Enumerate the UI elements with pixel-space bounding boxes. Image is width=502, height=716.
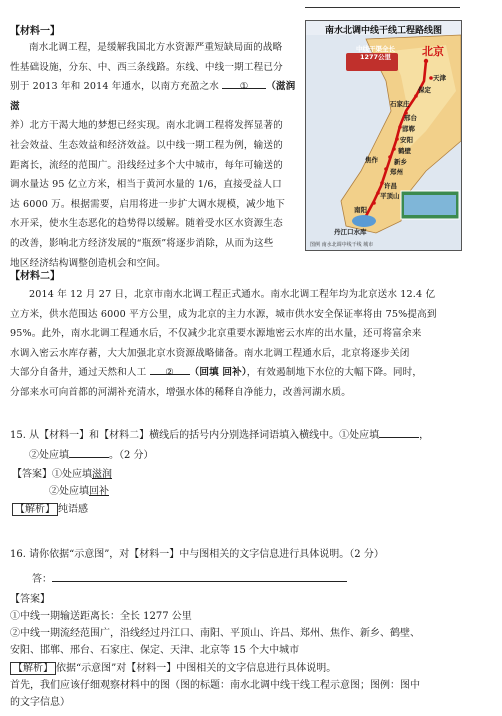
material1-line bbox=[10, 116, 302, 136]
q16-answer-line: ②中线一期流经范围广，沿线经过丹江口、南阳、平顶山、许昌、郑州、焦作、新乡、鹤壁、 bbox=[10, 628, 420, 639]
material1-line: 南水北调工程，是缓解我国北方水资源严重短缺局面的战略 bbox=[29, 42, 283, 53]
city-label: 鹤壁 bbox=[398, 147, 411, 155]
material1-line-text: 别于 2013 年和 2014 年通水，以南方充盈之水 bbox=[10, 81, 223, 93]
q16-answer-label: 【答案】 bbox=[10, 594, 50, 605]
material1-choice: （滋润 滋 bbox=[10, 81, 296, 112]
material1-heading: 【材料一】 bbox=[10, 26, 60, 37]
q15-answer-2 bbox=[49, 484, 109, 500]
q15-prompt-line2 bbox=[29, 446, 154, 464]
material2-line-tail: ，有效遏制地下水位的大幅下降。同时， bbox=[246, 367, 423, 379]
q15-answer-field-2[interactable] bbox=[69, 446, 109, 458]
material2-line: 95%。此外，南水北调工程通水后，不仅减少北京重要水源地密云水库的出水量，还可将富余来 bbox=[10, 328, 422, 340]
material1-line: 性基础设施，分东、中、西三条线路。东线、中线一期工程已分 bbox=[10, 61, 283, 73]
material1-line: 地区经济结构调整创造机会和空间。 bbox=[10, 257, 166, 269]
answer-prefix: 答： bbox=[32, 574, 52, 585]
city-label: 安阳 bbox=[400, 136, 413, 144]
badge-length: 1277公里 bbox=[359, 53, 392, 61]
material2-choice: （回填 回补） bbox=[189, 367, 247, 379]
analysis-label: 【解析】 bbox=[10, 662, 56, 675]
q16-answer-field bbox=[32, 570, 347, 588]
city-label: 郑州 bbox=[390, 168, 403, 176]
q15-answer-text: ①处应填 bbox=[52, 469, 92, 480]
q16-analysis-text: 依据“示意图”对【材料一】中图相关的文字信息进行具体说明。 bbox=[56, 663, 337, 674]
city-label: 保定 bbox=[418, 86, 431, 94]
material1-line: 距离长，流经的范围广。沿线经过多个大中城市，每年可输送的 bbox=[10, 159, 283, 171]
q16-answer-input[interactable] bbox=[52, 570, 347, 582]
material1-body bbox=[10, 38, 302, 273]
material1-line: 社会效益、生态效益和经济效益。以中线一期工程为例，输送的 bbox=[10, 139, 283, 151]
material2-line: 水调入密云水库存蓄，大大加强北京水资源战略储备。南水北调工程通水后，北京将逐步关闭 bbox=[10, 347, 410, 359]
blank-2-mark: ② bbox=[165, 367, 174, 379]
answer-label: 【答案】 bbox=[12, 469, 52, 480]
material2-line-text: 大部分自备井，通过天然和人工 bbox=[10, 367, 150, 379]
city-label: 焦作 bbox=[365, 156, 378, 164]
city-label: 南阳 bbox=[354, 206, 367, 214]
q15-prompt: 15. 从【材料一】和【材料二】横线后的括号内分别选择词语填入横线中。①处应填 ， bbox=[10, 426, 480, 444]
q15-text: 15. 从【材料一】和【材料二】横线后的括号内分别选择词语填入横线中。①处应填 bbox=[10, 430, 380, 441]
q15-answer-word: 回补 bbox=[89, 486, 109, 497]
material1-line-text: 养）北方干渴大地的梦想已经实现。南水北调工程将发挥显著的 bbox=[10, 120, 283, 132]
city-label: 邯郸 bbox=[402, 125, 415, 133]
map-legend: 图例 南水北调中线干线 城市 bbox=[310, 242, 374, 248]
blank-2[interactable] bbox=[150, 363, 190, 379]
city-label: 许昌 bbox=[384, 182, 397, 190]
q15-answer-text: ②处应填 bbox=[49, 486, 89, 497]
material1-line: 调水量达 95 亿立方米，相当于黄河水量的 1/6，直接受益人口 bbox=[10, 179, 282, 191]
top-rule bbox=[305, 7, 460, 8]
q15-answer-word: 滋润 bbox=[92, 469, 112, 480]
q16-analysis-cont: 首先，我们应该仔细观察材料中的图（图的标题：南水北调中线干线工程示意图；图例：图中 bbox=[10, 680, 420, 691]
q16-prompt: 16. 请你依据“示意图”，对【材料一】中与图相关的文字信息进行具体说明。（2 分） bbox=[10, 549, 384, 560]
analysis-label: 【解析】 bbox=[12, 503, 58, 516]
material2-heading: 【材料二】 bbox=[10, 271, 60, 282]
q15-answer bbox=[12, 467, 112, 483]
q15-answer-field-1[interactable] bbox=[379, 426, 419, 438]
city-label: 石家庄 bbox=[390, 100, 410, 108]
length-badge bbox=[356, 45, 395, 61]
q15-analysis bbox=[12, 502, 88, 518]
material1-line-blank bbox=[10, 77, 302, 116]
material2-line: 2014 年 12 月 27 日，北京市南水北调工程正式通水。南水北调工程年均为北京送水 12.4 亿 bbox=[29, 289, 436, 300]
material2-line: 分部来水可向首都的河湖补充清水，增强水体的稀释自净能力，改善河湖水质。 bbox=[10, 386, 352, 398]
q16-analysis bbox=[10, 661, 480, 677]
blank-1-mark: ① bbox=[239, 81, 249, 93]
material2-body bbox=[10, 285, 466, 403]
city-label: 邢台 bbox=[404, 114, 417, 122]
material1-line: 的改善，影响北方经济发展的“瓶颈”将逐步消除，从而为这些 bbox=[10, 237, 274, 249]
q15-text: ②处应填 bbox=[29, 450, 69, 461]
q16-analysis-cont: 的文字信息） bbox=[10, 697, 70, 708]
material1-line: 达 6000 万。根据需要，启用将进一步扩大调水规模，减少地下 bbox=[10, 198, 286, 210]
q15-analysis-text: 纯语感 bbox=[58, 504, 88, 515]
city-label: 新乡 bbox=[394, 158, 407, 166]
map-title: 南水北调中线干线工程路线图 bbox=[324, 26, 442, 36]
blank-1[interactable] bbox=[222, 77, 266, 93]
q16-answer-line: 安阳、邯郸、邢台、石家庄、保定、天津、北京等 15 个大中城市 bbox=[10, 645, 300, 656]
material2-line: 立方米，供水范围达 6000 平方公里，成为北京的主力水源，城市供水安全保证率将由 75%提高到 bbox=[10, 308, 437, 320]
q16-answer-line: ①中线一期输送距离长：全长 1277 公里 bbox=[10, 611, 192, 622]
city-beijing: 北京 bbox=[422, 45, 444, 58]
city-label: 天津 bbox=[433, 74, 446, 82]
badge-line: 中线干渠全长 bbox=[356, 45, 395, 53]
route-map bbox=[305, 20, 462, 251]
q15-score: 。（2 分） bbox=[109, 450, 154, 461]
material1-line: 水开采，使水生态恶化的趋势得以缓解。随着受水区水资源生态 bbox=[10, 218, 283, 230]
city-label: 平顶山 bbox=[380, 192, 400, 200]
material2-line-blank bbox=[10, 363, 466, 383]
city-label: 丹江口水库 bbox=[334, 228, 367, 236]
